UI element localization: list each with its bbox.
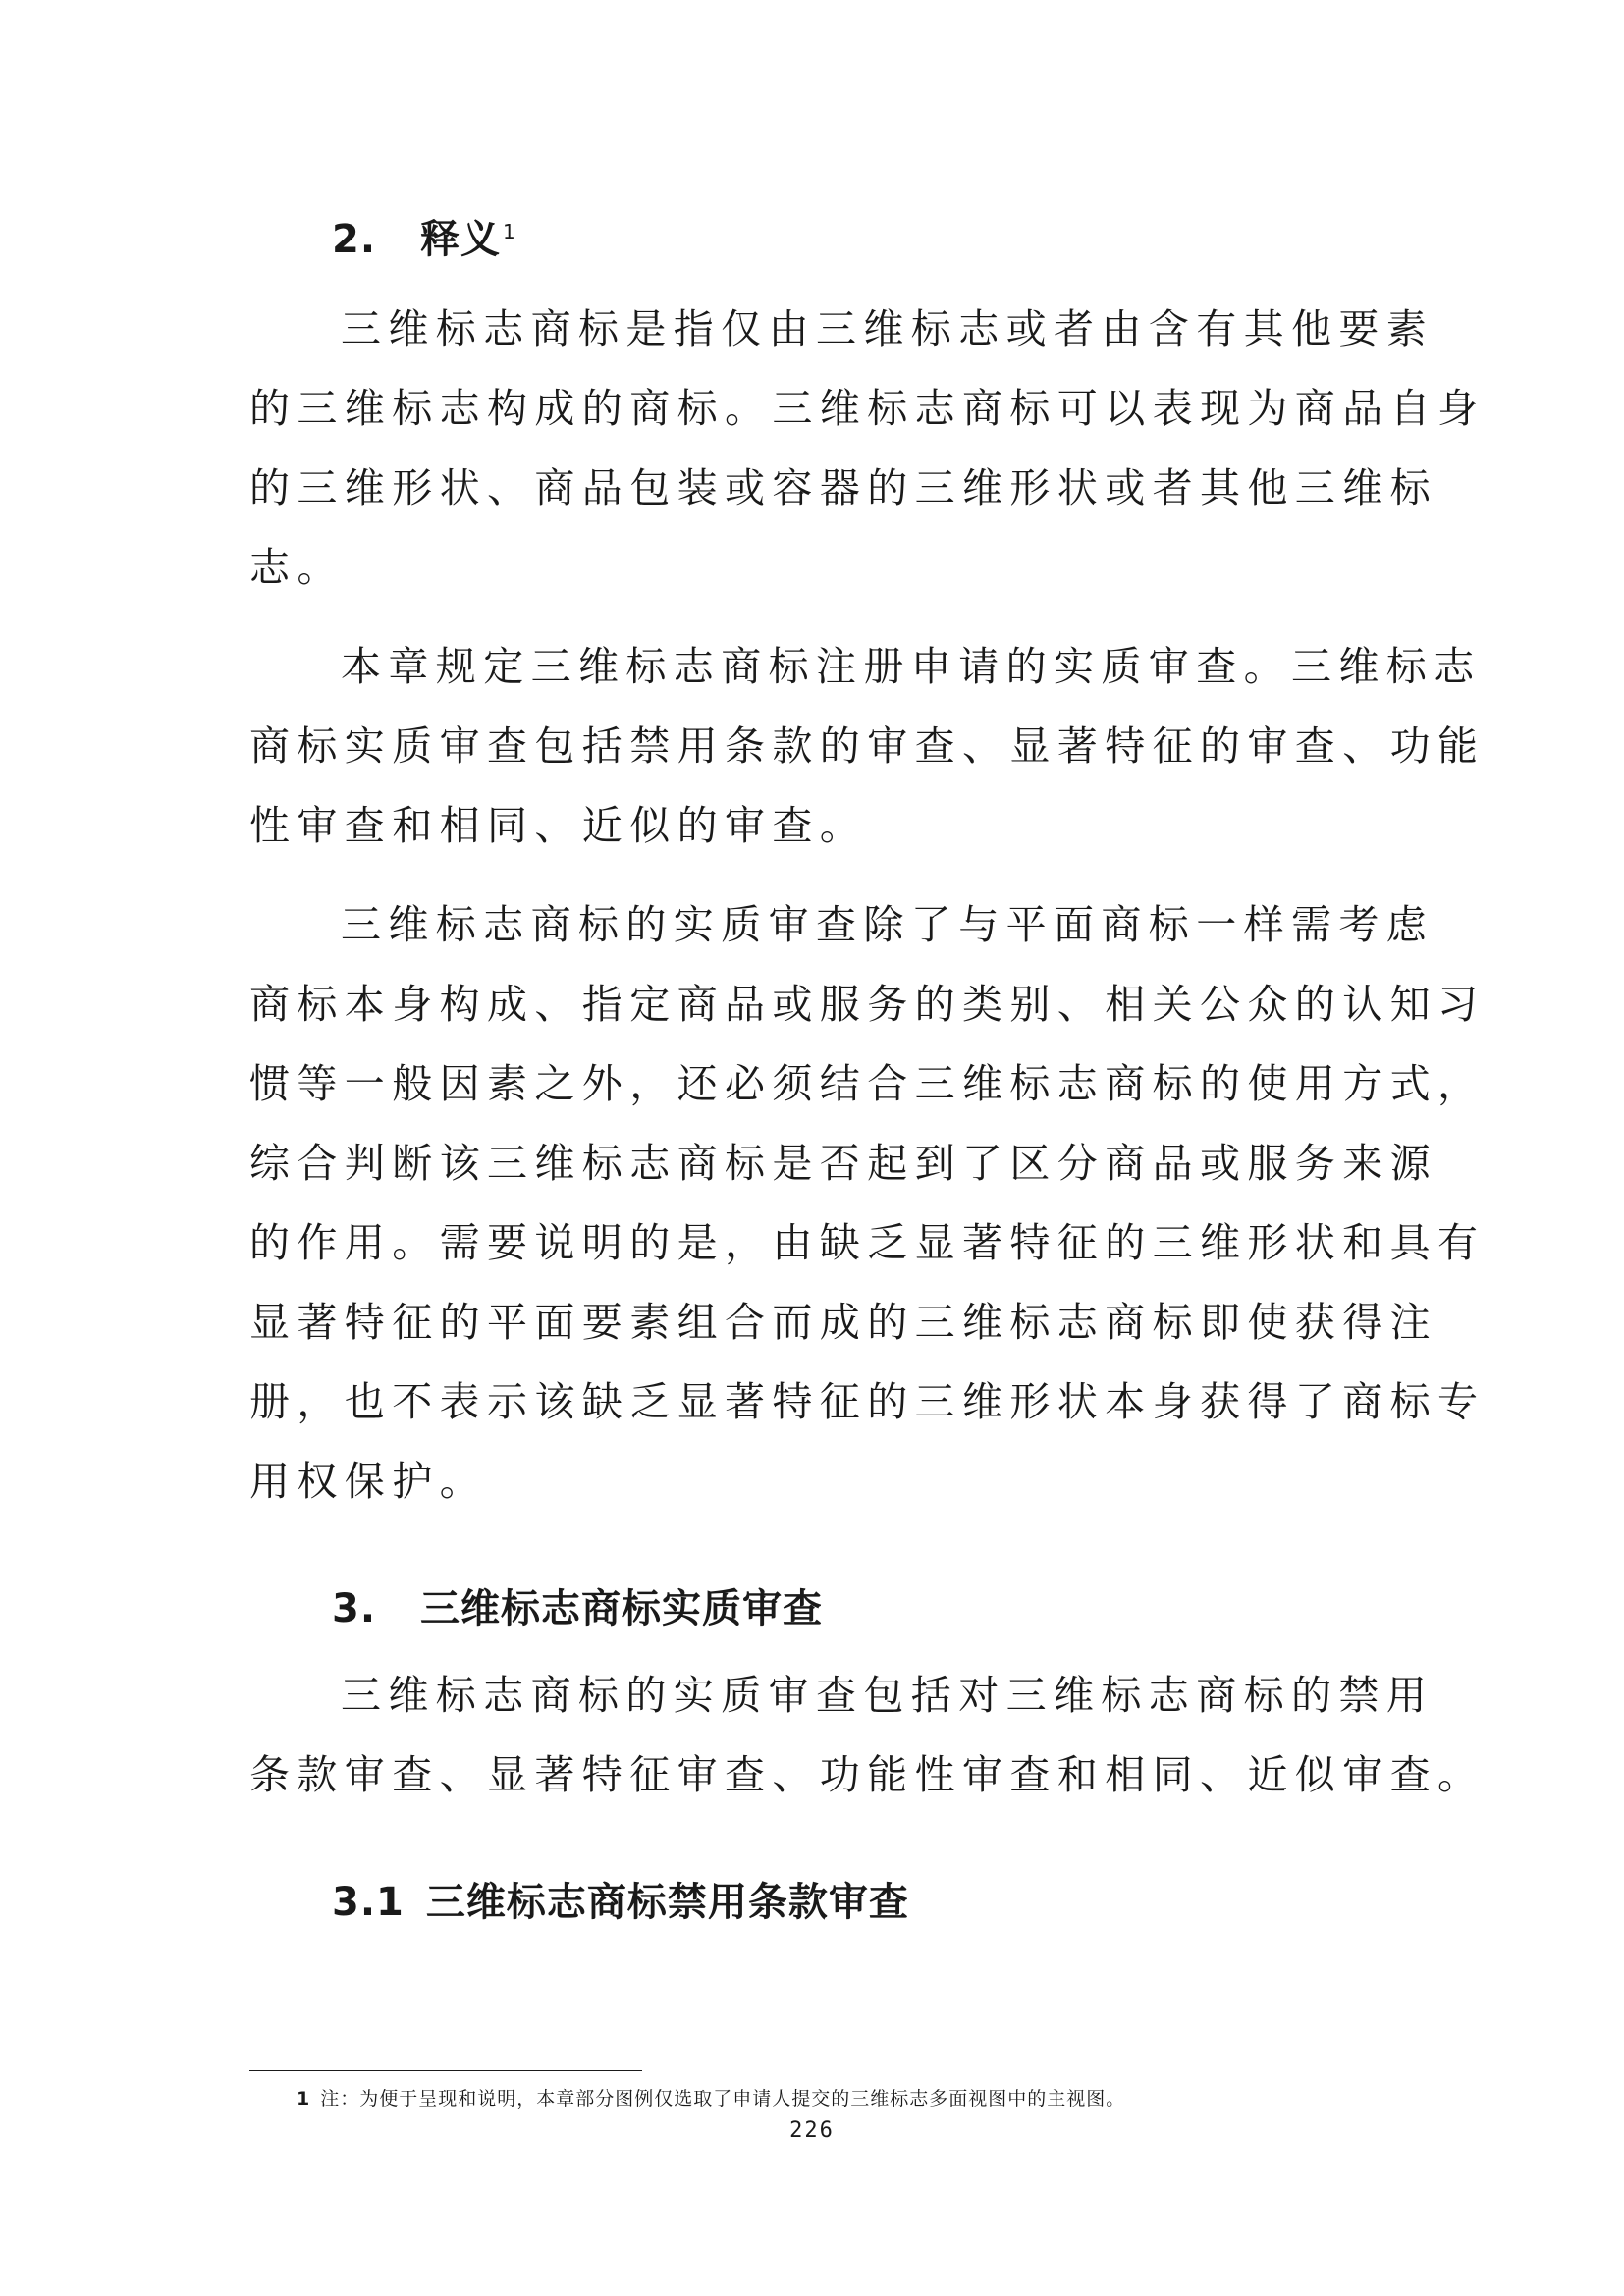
paragraph-considerations: [249, 885, 1486, 1522]
paragraph-substantive-review: [249, 1656, 1486, 1815]
paragraph-line: 的作用。需要说明的是，由缺乏显著特征的三维形状和具有: [249, 1219, 1486, 1266]
paragraph-line: 的三维形状、商品包装或容器的三维形状或者其他三维标: [249, 464, 1437, 511]
section-3-1-number: 3.1: [332, 1880, 405, 1925]
section-3-1-title: 三维标志商标禁用条款审查: [425, 1880, 909, 1925]
paragraph-line: 性审查和相同、近似的审查。: [249, 802, 868, 849]
page-number: 226: [789, 2118, 835, 2143]
paragraph-line: 条款审查、显著特征审查、功能性审查和相同、近似审查。: [249, 1751, 1486, 1798]
paragraph-line: 三维标志商标的实质审查包括对三维标志商标的禁用: [341, 1672, 1435, 1719]
footnote-reference[interactable]: 1: [503, 219, 516, 243]
paragraph-line: 志。: [249, 544, 345, 591]
paragraph-line: 商标实质审查包括禁用条款的审查、显著特征的审查、功能: [249, 722, 1486, 770]
paragraph-line: 册，也不表示该缺乏显著特征的三维形状本身获得了商标专: [249, 1378, 1486, 1425]
footnote-mark: 1: [297, 2088, 311, 2109]
paragraph-line: 综合判断该三维标志商标是否起到了区分商品或服务来源: [249, 1140, 1437, 1187]
footnote: [297, 2085, 1125, 2112]
paragraph-line: 惯等一般因素之外，还必须结合三维标志商标的使用方式，: [249, 1060, 1486, 1107]
paragraph-line: 三维标志商标是指仅由三维标志或者由含有其他要素: [341, 305, 1435, 352]
paragraph-line: 本章规定三维标志商标注册申请的实质审查。三维标志: [341, 643, 1482, 690]
footnote-text: 注：为便于呈现和说明，本章部分图例仅选取了申请人提交的三维标志多面视图中的主视图。: [320, 2088, 1126, 2109]
section-2-number: 2.: [332, 217, 377, 262]
section-2-heading: [332, 212, 516, 267]
section-3-number: 3.: [332, 1586, 377, 1631]
paragraph-line: 三维标志商标的实质审查除了与平面商标一样需考虑: [341, 901, 1435, 948]
paragraph-line: 显著特征的平面要素组合而成的三维标志商标即使获得注: [249, 1299, 1437, 1346]
section-3-1-heading: [332, 1875, 909, 1930]
paragraph-scope: [249, 627, 1486, 866]
section-3-heading: [332, 1581, 823, 1636]
footnote-divider: [249, 2070, 642, 2071]
paragraph-line: 的三维标志构成的商标。三维标志商标可以表现为商品自身: [249, 385, 1486, 432]
section-3-title: 三维标志商标实质审查: [420, 1586, 823, 1631]
section-2-title: 释义: [420, 217, 501, 262]
paragraph-definition: [249, 290, 1486, 608]
paragraph-line: 用权保护。: [249, 1458, 487, 1505]
paragraph-line: 商标本身构成、指定商品或服务的类别、相关公众的认知习: [249, 981, 1486, 1028]
